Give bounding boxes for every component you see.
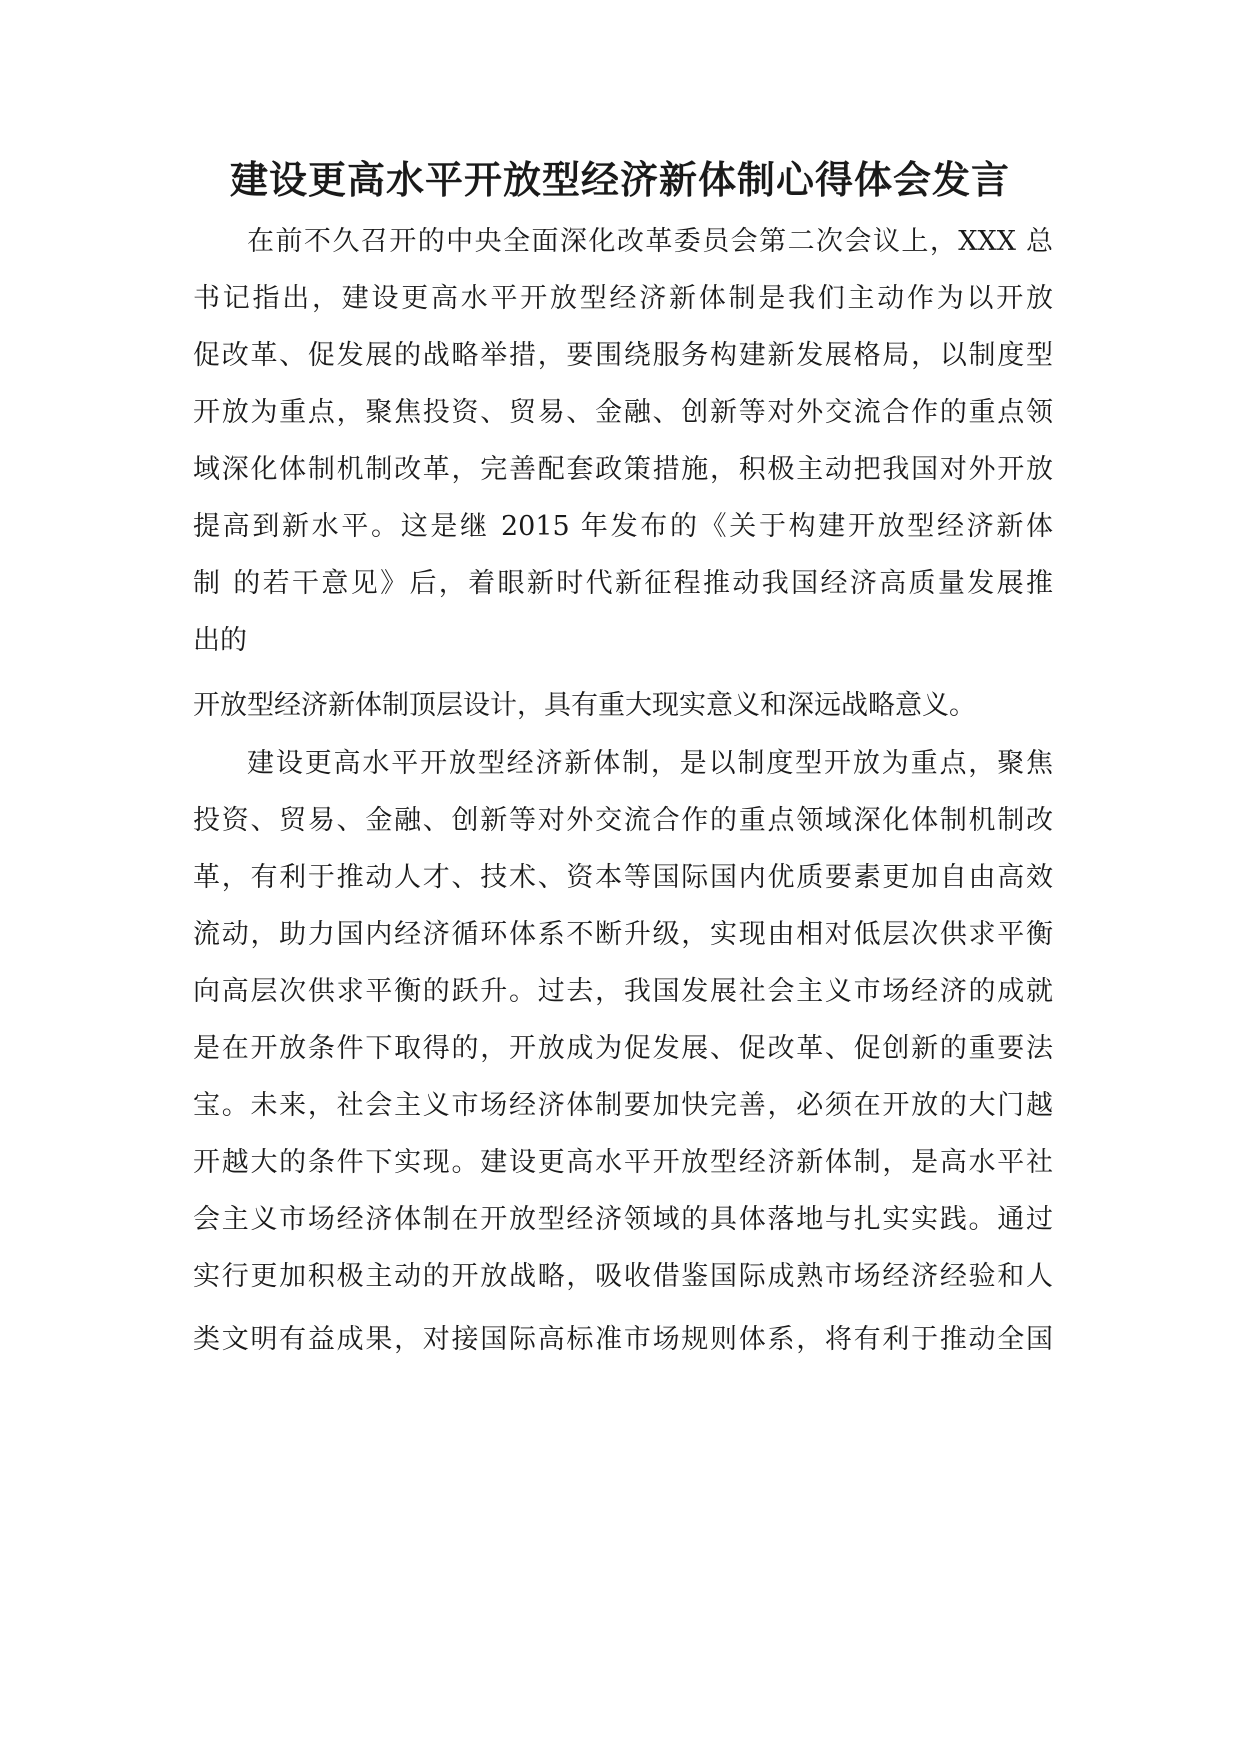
paragraph-line: 建设更高水平开放型经济新体制，是以制度型开放为重点，聚焦: [247, 748, 1053, 779]
paragraph-line: 流动，助力国内经济循环体系不断升级，实现由相对低层次供求平衡: [193, 919, 1053, 950]
paragraph-line: 革，有利于推动人才、技术、资本等国际国内优质要素更加自由高效: [193, 862, 1053, 893]
paragraph-line: 实行更加积极主动的开放战略，吸收借鉴国际成熟市场经济经验和人: [193, 1261, 1053, 1292]
paragraph-line: 是在开放条件下取得的，开放成为促发展、促改革、促创新的重要法: [193, 1033, 1053, 1064]
paragraph-line: 投资、贸易、金融、创新等对外交流合作的重点领域深化体制机制改: [193, 805, 1053, 836]
paragraph-line: 促改革、促发展的战略举措，要围绕服务构建新发展格局，以制度型: [193, 340, 1053, 371]
paragraph-line: 制 的若干意见》后，着眼新时代新征程推动我国经济高质量发展推: [193, 568, 1053, 599]
paragraph-line: 类文明有益成果，对接国际高标准市场规则体系，将有利于推动全国: [193, 1324, 1053, 1355]
paragraph-line: 开放型经济新体制顶层设计，具有重大现实意义和深远战略意义。: [193, 690, 976, 721]
document-title: 建设更高水平开放型经济新体制心得体会发言: [229, 158, 1010, 202]
paragraph-line: 开越大的条件下实现。建设更高水平开放型经济新体制，是高水平社: [193, 1147, 1053, 1178]
paragraph-line: 域深化体制机制改革，完善配套政策措施，积极主动把我国对外开放: [193, 454, 1053, 485]
paragraph-line: 向高层次供求平衡的跃升。过去，我国发展社会主义市场经济的成就: [193, 976, 1053, 1007]
paragraph-line: 书记指出，建设更高水平开放型经济新体制是我们主动作为以开放: [193, 283, 1053, 314]
paragraph-line: 会主义市场经济体制在开放型经济领域的具体落地与扎实实践。通过: [193, 1204, 1053, 1235]
paragraph-line: 提高到新水平。这是继 2015 年发布的《关于构建开放型经济新体: [193, 511, 1053, 542]
paragraph-line: 出的: [193, 625, 247, 656]
paragraph-line: 在前不久召开的中央全面深化改革委员会第二次会议上，XXX 总: [247, 226, 1053, 257]
paragraph-line: 开放为重点，聚焦投资、贸易、金融、创新等对外交流合作的重点领: [193, 397, 1053, 428]
paragraph-line: 宝。未来，社会主义市场经济体制要加快完善，必须在开放的大门越: [193, 1090, 1053, 1121]
